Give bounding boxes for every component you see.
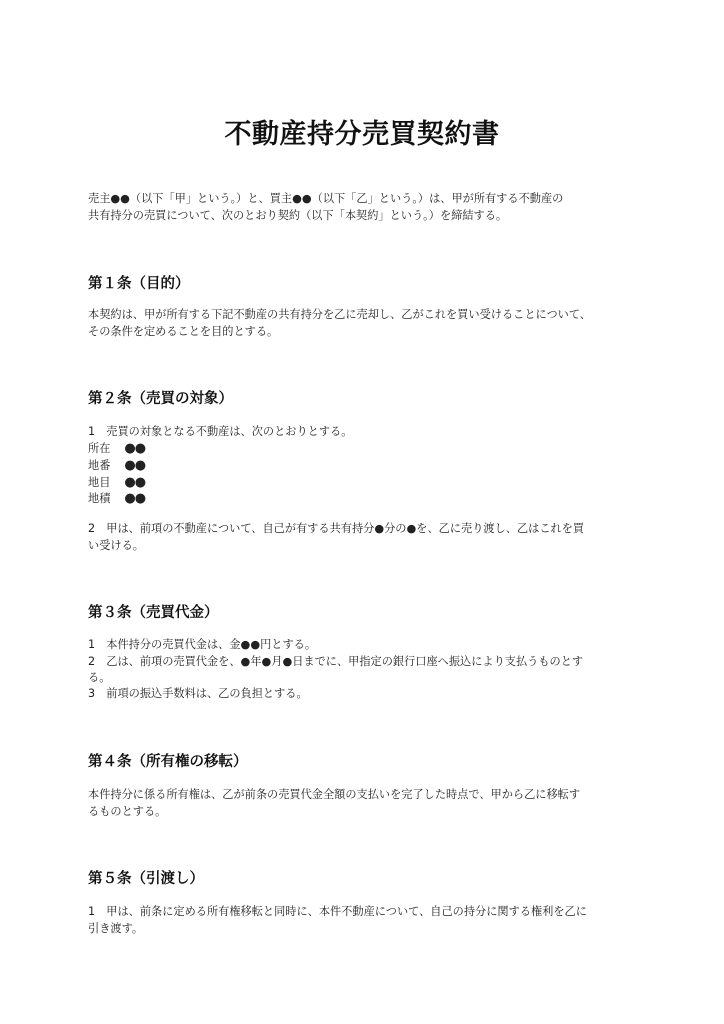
article-1-heading: 第１条（目的）: [88, 276, 190, 292]
property-value: ●●: [124, 458, 146, 473]
article-2-line: 2 甲は、前項の不動産について、自己が有する共有持分●分の●を、乙に売り渡し、乙はこれを買: [88, 522, 585, 535]
article-3-heading: 第３条（売買代金）: [88, 605, 219, 621]
property-value: ●●: [124, 475, 146, 490]
property-row-land-area: [88, 490, 145, 507]
article-3-line: 1 本件持分の売買代金は、金●●円とする。: [88, 638, 317, 651]
article-4-heading: 第４条（所有権の移転）: [88, 754, 248, 770]
property-value: ●●: [124, 441, 146, 456]
property-row-land-category: [88, 474, 145, 491]
article-2-line: い受ける。: [88, 539, 144, 552]
article-3-line: 3 前項の振込手数料は、乙の負担とする。: [88, 687, 308, 700]
preamble-line: 共有持分の売買について、次のとおり契約（以下「本契約」という。）を締結する。: [88, 209, 508, 222]
article-5-heading: 第５条（引渡し）: [88, 871, 204, 887]
property-label: 地番: [88, 459, 111, 472]
article-2-heading: 第２条（売買の対象）: [88, 391, 233, 407]
article-4-line: 本件持分に係る所有権は、乙が前条の売買代金全額の支払いを完了した時点で、甲から乙に移転す: [88, 788, 581, 801]
property-row-location: [88, 440, 145, 457]
article-3-line: る。: [88, 671, 111, 684]
article-2-line: 1 売買の対象となる不動産は、次のとおりとする。: [88, 425, 353, 438]
property-label: 所在: [88, 442, 111, 455]
article-5-line: 引き渡す。: [88, 922, 144, 935]
article-1-line: 本契約は、甲が所有する下記不動産の共有持分を乙に売却し、乙がこれを買い受けることについて、: [88, 308, 591, 321]
article-5-line: 1 甲は、前条に定める所有権移転と同時に、本件不動産について、自己の持分に関する権利を乙に: [88, 905, 587, 918]
property-row-lot-number: [88, 457, 145, 474]
property-label: 地積: [88, 492, 111, 505]
article-4-line: るものとする。: [88, 805, 167, 818]
document-title: 不動産持分売買契約書: [224, 119, 500, 150]
property-label: 地目: [88, 476, 111, 489]
property-value: ●●: [124, 491, 146, 506]
article-3-line: 2 乙は、前項の売買代金を、●年●月●日までに、甲指定の銀行口座へ振込により支払うものとす: [88, 655, 584, 668]
preamble-line: 売主●●（以下「甲」という。）と、買主●●（以下「乙」という。）は、甲が所有する不動産の: [88, 192, 564, 205]
article-1-line: その条件を定めることを目的とする。: [88, 325, 279, 338]
